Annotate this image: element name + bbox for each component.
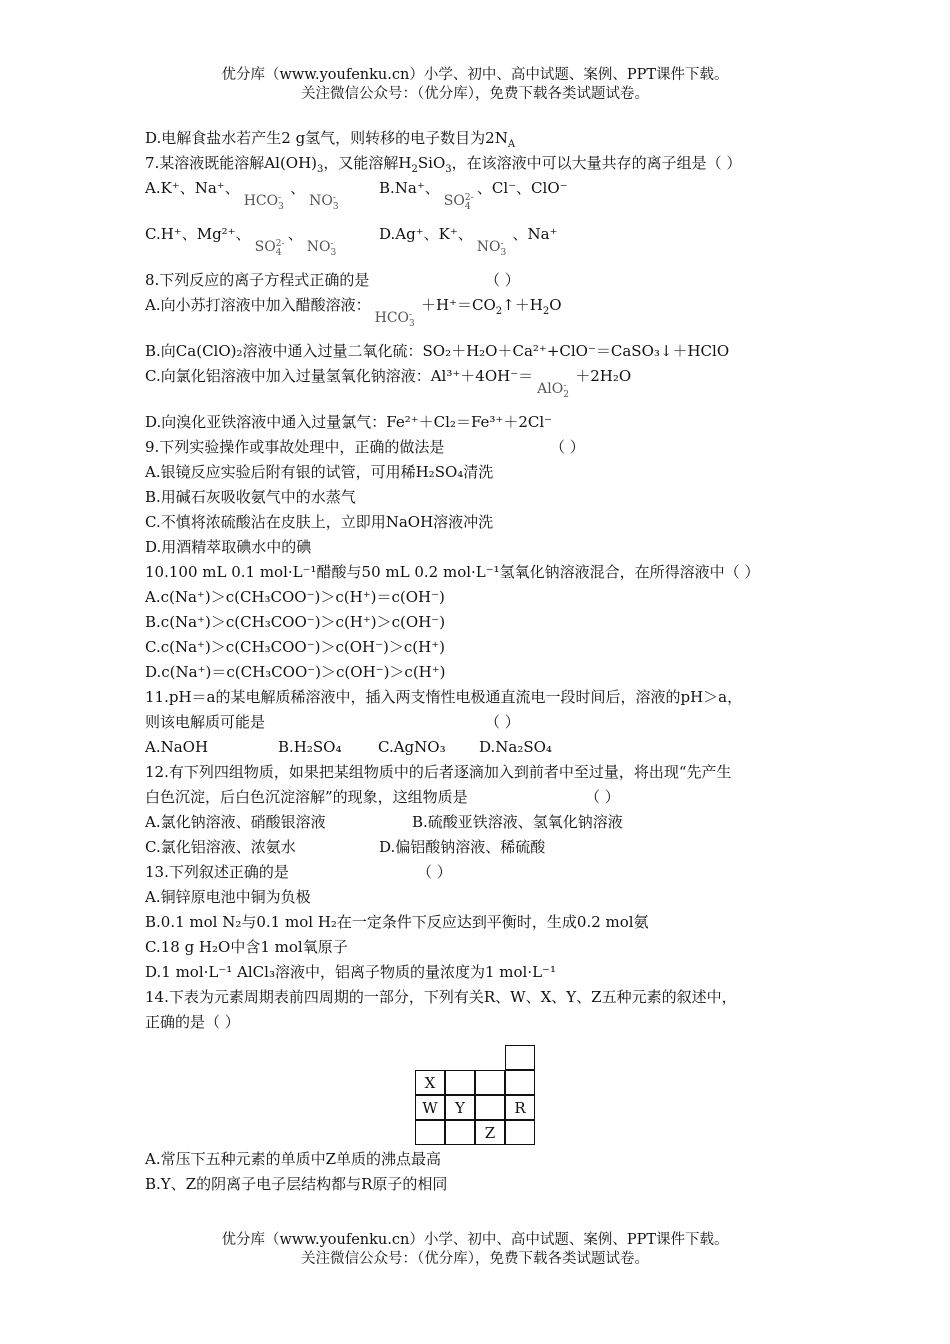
page-header	[0, 66, 950, 104]
q8-option-b: B.向Ca(ClO)₂溶液中通入过量二氧化硫：SO₂＋H₂O＋Ca²⁺+ClO⁻＝CaSO₃↓＋HClO	[145, 342, 730, 360]
q12-options-cd	[145, 835, 810, 860]
q11-text: 则该电解质可能是	[145, 713, 266, 731]
ion-scripts	[409, 310, 417, 329]
ion-charge: 2-	[275, 239, 285, 249]
q8-option-a	[145, 293, 810, 339]
q9-text: 9.下列实验操作或事故处理中，正确的做法是	[145, 438, 445, 456]
q13-option-b: B.0.1 mol N₂与0.1 mol H₂在一定条件下反应达到平衡时，生成0.2 mol氨	[145, 913, 649, 931]
ion-sub: 4	[464, 202, 471, 212]
table-cell-empty	[445, 1070, 475, 1095]
q9-option-b: B.用碱石灰吸收氨气中的水蒸气	[145, 488, 356, 506]
q8a-text-c: ↑＋H	[502, 296, 543, 314]
q10-option-a: A.c(Na⁺)＞c(CH₃COO⁻)＞c(H⁺)＝c(OH⁻)	[145, 588, 445, 606]
ion-sub: 4	[275, 248, 282, 258]
q13-answer-blank: （ ）	[417, 863, 452, 881]
nitrate-ion	[309, 189, 341, 214]
ion-scripts	[332, 193, 341, 212]
ion-charge: -	[332, 193, 336, 203]
ion-sub: 2	[563, 390, 569, 400]
ion-scripts	[464, 193, 474, 212]
q8a-sub-2a: 2	[495, 306, 503, 317]
q7-options-ab	[145, 176, 810, 222]
table-cell-empty	[475, 1095, 505, 1120]
q10-option-b: B.c(Na⁺)＞c(CH₃COO⁻)＞c(H⁺)＞c(OH⁻)	[145, 613, 446, 631]
q13-option-c: C.18 g H₂O中含1 mol氧原子	[145, 938, 348, 956]
nitrate-ion	[477, 235, 509, 260]
q8a-text: A.向小苏打溶液中加入醋酸溶液：	[145, 296, 371, 314]
q10-stem: 10.100 mL 0.1 mol·L⁻¹醋酸与50 mL 0.2 mol·L⁻¹氢氧化钠溶液混合，在所得溶液中（ ）	[145, 563, 760, 581]
ion-charge: -	[500, 239, 504, 249]
q8-stem	[145, 268, 810, 293]
q11-options	[145, 735, 810, 760]
q11-option-c: C.AgNO₃	[378, 738, 446, 756]
q10-option-c: C.c(Na⁺)＞c(CH₃COO⁻)＞c(OH⁻)＞c(H⁺)	[145, 638, 445, 656]
q7-option-b	[379, 176, 568, 212]
ion-base: HCO	[243, 193, 279, 209]
ion-scripts	[330, 239, 338, 258]
table-cell-empty	[415, 1120, 445, 1145]
q14-stem-line2: 正确的是（ ）	[145, 1013, 240, 1031]
ion-base: NO	[476, 239, 501, 255]
table-cell-x: X	[415, 1070, 445, 1095]
q7-sub-2: 2	[411, 164, 418, 175]
q7-option-d	[379, 222, 558, 258]
header-line-1: 优分库（www.youfenku.cn）小学、初中、高中试题、案例、PPT课件下载。	[221, 67, 729, 83]
q12-stem-line2	[145, 785, 810, 810]
nitrate-ion	[307, 235, 339, 260]
sulfate-ion	[444, 189, 473, 214]
q13-option-a: A.铜锌原电池中铜为负极	[145, 888, 311, 906]
ion-base: HCO	[374, 310, 410, 326]
q7b-tail: 、Cl⁻、ClO⁻	[476, 179, 568, 197]
q9-stem	[145, 435, 810, 460]
q11-option-d: D.Na₂SO₄	[479, 738, 552, 756]
q9-option-d: D.用酒精萃取碘水中的碘	[145, 538, 312, 556]
ion-scripts	[563, 381, 571, 400]
table-cell-empty	[475, 1070, 505, 1095]
ion-scripts	[275, 239, 285, 258]
page-footer	[0, 1231, 950, 1269]
q9-option-a: A.银镜反应实验后附有银的试管，可用稀H₂SO₄清洗	[145, 463, 494, 481]
q11-stem-line2	[145, 710, 810, 735]
aluminate-ion	[537, 377, 571, 402]
q8a-text-b: ＋H⁺＝CO	[421, 296, 496, 314]
bicarbonate-ion	[375, 306, 417, 331]
ion-sub: 3	[500, 248, 507, 258]
q8c-text: C.向氯化铝溶液中加入过量氢氧化钠溶液：Al³⁺＋4OH⁻＝	[145, 367, 534, 385]
q7-sub-3b: 3	[445, 164, 452, 175]
ion-scripts	[278, 193, 286, 212]
table-cell-empty	[505, 1045, 535, 1070]
q14-options	[145, 1147, 810, 1197]
q7-sub-3a: 3	[317, 164, 324, 175]
q14-option-b: B.Y、Z的阴离子电子层结构都与R原子的相同	[145, 1175, 448, 1193]
q8-answer-blank: （ ）	[485, 271, 520, 289]
ion-base: NO	[309, 193, 333, 209]
q7d-tail: 、Na⁺	[512, 225, 558, 243]
table-cell-w: W	[415, 1095, 445, 1120]
q7-option-c: C.H⁺、Mg²⁺、SO 2- 4 、NO - 3	[145, 222, 342, 248]
q9-answer-blank: （ ）	[550, 438, 585, 456]
table-cell-y: Y	[445, 1095, 475, 1120]
q8-text: 8.下列反应的离子方程式正确的是	[145, 271, 370, 289]
ion-base: AlO	[537, 381, 564, 397]
q7-stem	[145, 151, 810, 176]
q7-text-d: ，在该溶液中可以大量共存的离子组是（ ）	[451, 154, 742, 172]
q6d-text: D.电解食盐水若产生2 g氢气，则转移的电子数目为2N	[145, 129, 508, 147]
q8-option-c	[145, 364, 810, 410]
q12-stem-line1: 12.有下列四组物质，如果把某组物质中的后者逐滴加入到前者中至过量，将出现“先产生	[145, 763, 732, 781]
q11-option-a: A.NaOH	[145, 738, 209, 756]
q12-text: 白色沉淀，后白色沉淀溶解”的现象，这组物质是	[145, 788, 468, 806]
q12-answer-blank: （ ）	[585, 788, 620, 806]
q7-text-a: 7.某溶液既能溶解Al(OH)	[145, 154, 318, 172]
q11-stem-line1: 11.pH＝a的某电解质稀溶液中，插入两支惰性电极通直流电一段时间后，溶液的pH＞a，	[145, 688, 743, 706]
ion-charge: -	[563, 381, 567, 391]
ion-base: NO	[306, 239, 331, 255]
q6d-sub: A	[507, 139, 516, 150]
q14-stem-line1: 14.下表为元素周期表前四周期的一部分，下列有关R、W、X、Y、Z五种元素的叙述中，	[145, 988, 737, 1006]
q7a-text: A.K⁺、Na⁺、	[145, 179, 240, 197]
q7-text-b: ，又能溶解H	[323, 154, 412, 172]
q11-option-b: B.H₂SO₄	[278, 738, 342, 756]
ion-charge: -	[278, 193, 282, 203]
ion-base: SO	[254, 239, 276, 255]
bicarbonate-ion	[244, 189, 286, 214]
q12-option-c: C.氯化铝溶液、浓氨水	[145, 838, 296, 856]
ion-sub: 3	[332, 202, 339, 212]
q7d-text: D.Ag⁺、K⁺、	[379, 225, 473, 243]
table-cell-z: Z	[475, 1120, 505, 1145]
q10-option-d: D.c(Na⁺)＝c(CH₃COO⁻)＞c(OH⁻)＞c(H⁺)	[145, 663, 446, 681]
q7b-text: B.Na⁺、	[379, 179, 440, 197]
ion-sub: 3	[330, 248, 337, 258]
q7-option-a: A.K⁺、Na⁺、HCO - 3 、NO - 3	[145, 176, 345, 202]
ion-sub: 3	[278, 202, 284, 212]
ion-scripts	[500, 239, 508, 258]
ion-charge: -	[409, 310, 413, 320]
q12-option-d: D.偏铝酸钠溶液、稀硫酸	[379, 838, 546, 856]
q8-option-d: D.向溴化亚铁溶液中通入过量氯气：Fe²⁺＋Cl₂＝Fe³⁺＋2Cl⁻	[145, 413, 553, 431]
q9-option-c: C.不慎将浓硫酸沾在皮肤上，立即用NaOH溶液冲洗	[145, 513, 494, 531]
q6-option-d	[145, 126, 810, 151]
q7-options-cd	[145, 222, 810, 268]
q14-option-a: A.常压下五种元素的单质中Z单质的沸点最高	[145, 1150, 442, 1168]
table-cell-empty	[505, 1070, 535, 1095]
q7-text-c: SiO	[417, 154, 446, 172]
q7c-text: C.H⁺、Mg²⁺、	[145, 225, 251, 243]
sulfate-ion	[255, 235, 284, 260]
footer-line-2: 关注微信公众号：（优分库），免费下载各类试题试卷。	[301, 1251, 649, 1267]
q13-stem	[145, 860, 810, 885]
table-cell-r: R	[505, 1095, 535, 1120]
q11-answer-blank: （ ）	[485, 713, 520, 731]
table-cell-empty	[445, 1120, 475, 1145]
ion-charge: -	[330, 239, 334, 249]
q12-option-a: A.氯化钠溶液、硝酸银溶液	[145, 813, 326, 831]
ion-base: SO	[443, 193, 465, 209]
q8c-text-b: ＋2H₂O	[575, 367, 632, 385]
ion-charge: 2-	[464, 193, 474, 203]
ion-sub: 3	[409, 319, 415, 329]
q13-text: 13.下列叙述正确的是	[145, 863, 289, 881]
q8a-sub-2b: 2	[542, 306, 550, 317]
q13-option-d: D.1 mol·L⁻¹ AlCl₃溶液中，铝离子物质的量浓度为1 mol·L⁻¹	[145, 963, 556, 981]
document-body	[145, 126, 810, 1035]
header-line-2: 关注微信公众号：（优分库），免费下载各类试题试卷。	[301, 86, 649, 102]
q12-options-ab	[145, 810, 810, 835]
q12-option-b: B.硫酸亚铁溶液、氢氧化钠溶液	[412, 813, 623, 831]
footer-line-1: 优分库（www.youfenku.cn）小学、初中、高中试题、案例、PPT课件下载。	[221, 1232, 729, 1248]
q8a-text-d: O	[549, 296, 562, 314]
table-cell-empty	[505, 1120, 535, 1145]
